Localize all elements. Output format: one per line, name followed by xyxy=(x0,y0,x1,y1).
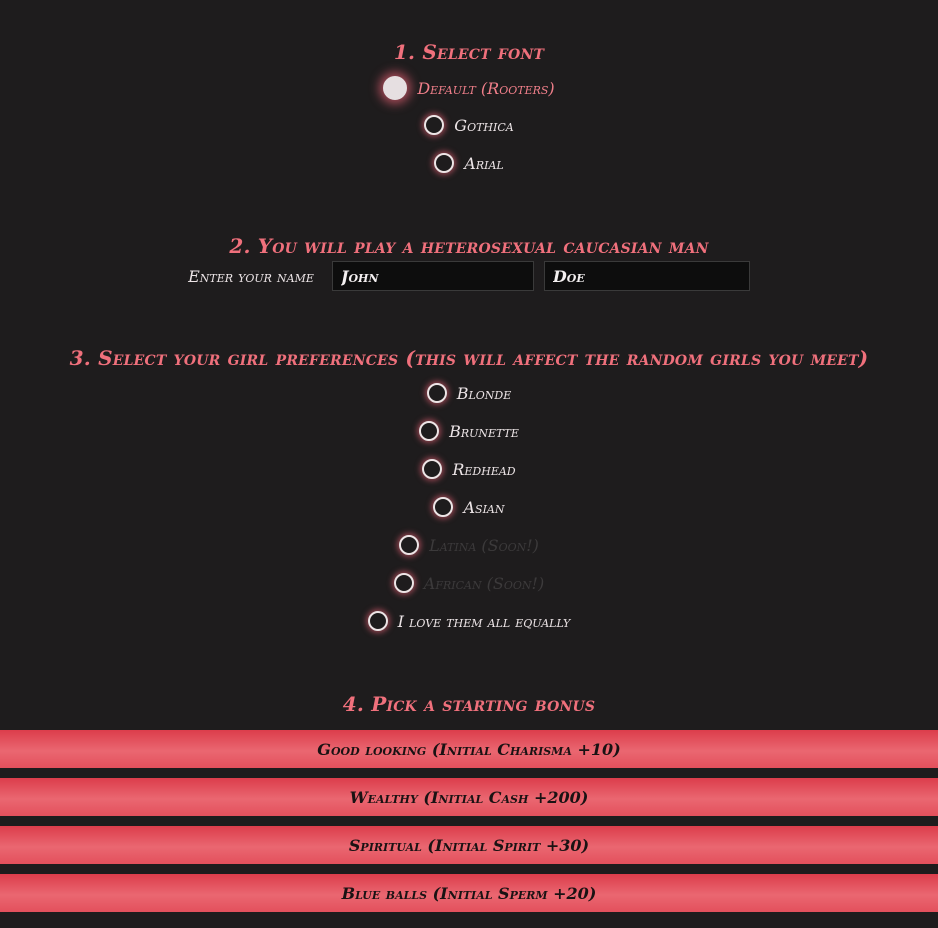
name-row xyxy=(0,261,938,291)
radio-icon[interactable] xyxy=(434,153,454,173)
font-option-label: Gothica xyxy=(454,115,514,135)
radio-icon[interactable] xyxy=(368,611,388,631)
preference-option-latina xyxy=(0,530,938,560)
preference-option-redhead[interactable] xyxy=(0,454,938,484)
bonus-button-blue-balls[interactable] xyxy=(0,874,938,912)
preference-option-african xyxy=(0,568,938,598)
bonus-button-label: Blue balls (Initial Sperm +20) xyxy=(341,883,597,903)
name-section-heading: 2. You will play a heterosexual caucasian man xyxy=(229,234,709,258)
radio-icon xyxy=(394,573,414,593)
font-option-gothica[interactable] xyxy=(0,110,938,140)
bonus-button-label: Spiritual (Initial Spirit +30) xyxy=(348,835,590,855)
bonus-button-label: Wealthy (Initial Cash +200) xyxy=(349,787,589,807)
radio-icon[interactable] xyxy=(433,497,453,517)
radio-icon[interactable] xyxy=(424,115,444,135)
preference-option-asian[interactable] xyxy=(0,492,938,522)
preference-option-label: Latina (Soon!) xyxy=(429,535,539,555)
radio-icon xyxy=(399,535,419,555)
last-name-input[interactable] xyxy=(544,261,750,291)
font-option-label: Arial xyxy=(464,153,504,173)
preference-option-label: Asian xyxy=(463,497,505,517)
font-section-heading: 1. Select font xyxy=(393,40,545,64)
preference-option-brunette[interactable] xyxy=(0,416,938,446)
preference-option-label: Blonde xyxy=(456,383,512,403)
radio-icon[interactable] xyxy=(427,383,447,403)
bonus-button-good-looking[interactable] xyxy=(0,730,938,768)
preference-option-label: Redhead xyxy=(452,459,516,479)
preference-option-all[interactable] xyxy=(0,606,938,636)
first-name-input[interactable] xyxy=(332,261,534,291)
font-option-label: Default (Rooters) xyxy=(417,78,555,98)
radio-icon[interactable] xyxy=(422,459,442,479)
name-label: Enter your name xyxy=(188,266,314,286)
font-option-default[interactable] xyxy=(0,73,938,103)
preference-option-label: I love them all equally xyxy=(397,611,571,631)
preferences-section-heading: 3. Select your girl preferences (this will affect the random girls you meet) xyxy=(69,346,869,370)
bonus-button-wealthy[interactable] xyxy=(0,778,938,816)
radio-checked-icon[interactable] xyxy=(383,76,407,100)
preference-option-label: African (Soon!) xyxy=(423,573,545,593)
bonus-section-heading: 4. Pick a starting bonus xyxy=(342,692,596,716)
radio-icon[interactable] xyxy=(419,421,439,441)
bonus-button-label: Good looking (Initial Charisma +10) xyxy=(317,739,621,759)
bonus-button-spiritual[interactable] xyxy=(0,826,938,864)
font-option-arial[interactable] xyxy=(0,148,938,178)
preference-option-blonde[interactable] xyxy=(0,378,938,408)
preference-option-label: Brunette xyxy=(449,421,519,441)
